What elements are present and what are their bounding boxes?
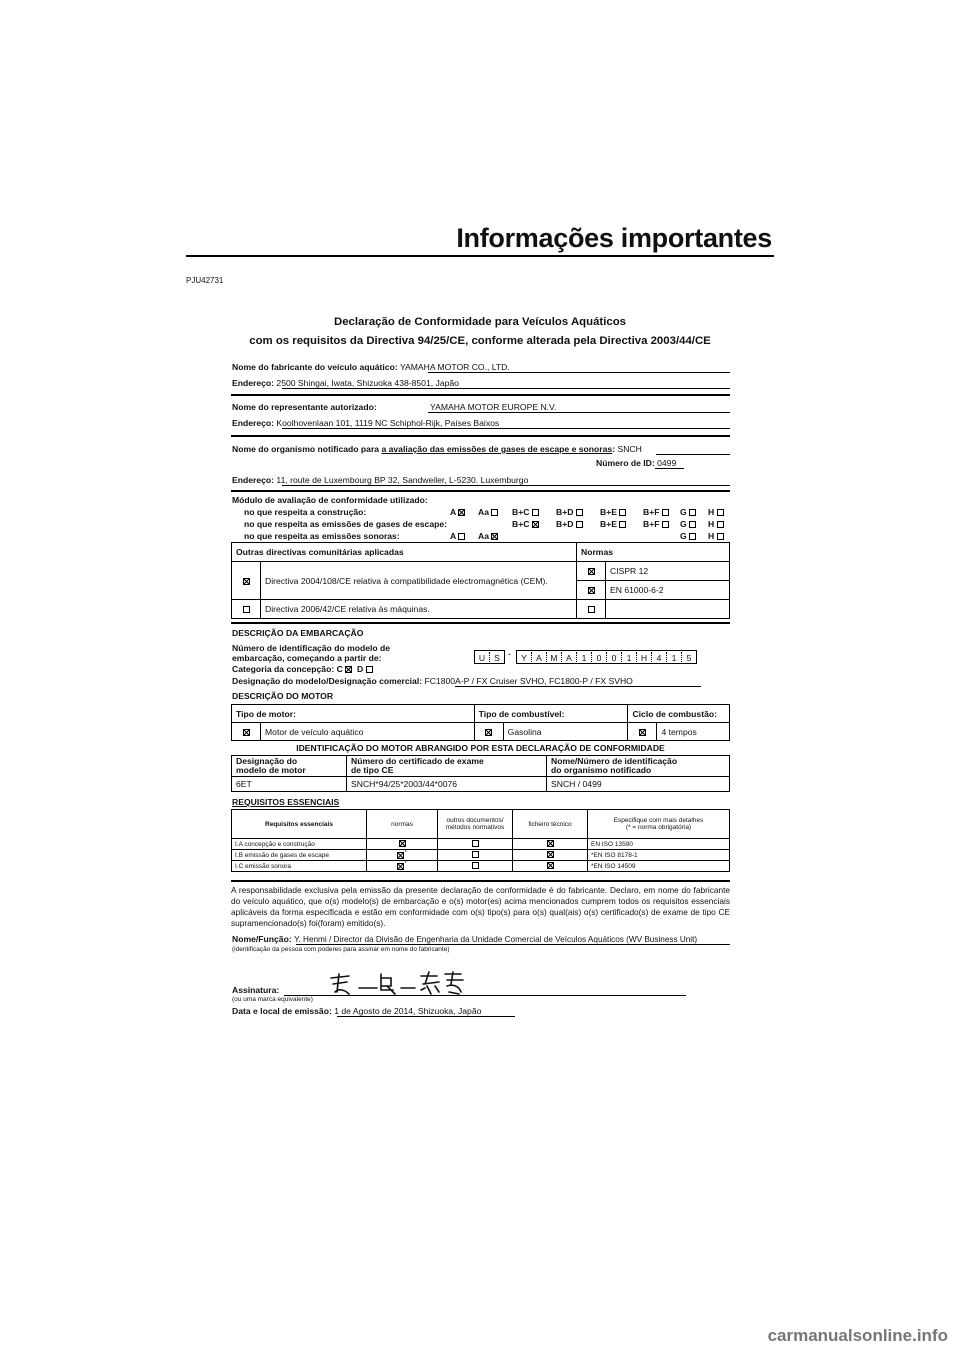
- module-option: [556, 507, 583, 517]
- engine-certificate: SNCH*94/25*2003/44*0076: [347, 777, 547, 792]
- notified-address: 11, route de Luxembourg BP 32, Sandweiler, L-5230. Luxemburgo: [276, 475, 529, 485]
- section-divider: [231, 490, 730, 492]
- engine-cycle-checkbox: [628, 723, 657, 741]
- directives-header: [232, 543, 730, 562]
- boat-section-title: DESCRIÇÃO DA EMBARCAÇÃO: [232, 628, 364, 638]
- engine-notified-body: SNCH / 0499: [547, 777, 730, 792]
- representative-address-underline: [282, 428, 730, 429]
- engine-cycle-header: Ciclo de combustão:: [628, 705, 730, 723]
- engine-id-table: [231, 755, 730, 792]
- signer-label: Nome/Função:: [232, 934, 292, 944]
- model-designation-underline: [455, 686, 701, 687]
- checkbox-empty-icon: [689, 509, 696, 516]
- signer-row: [232, 934, 697, 944]
- module-option: [478, 507, 498, 517]
- boat-id-char: 0: [606, 652, 621, 664]
- directive-emc-checkbox: [232, 562, 261, 600]
- module-option: [680, 507, 696, 517]
- address-label: Endereço:: [232, 418, 275, 428]
- module-option-label: H: [708, 519, 717, 529]
- engine-type-header: Tipo de motor:: [232, 705, 475, 723]
- requirements-table: [231, 809, 730, 872]
- declaration-title-line2: com os requisitos da Directiva 94/25/CE, conforme alterada pela Directiva 2003/44/CE: [249, 335, 711, 347]
- boat-id-char: 0: [591, 652, 606, 664]
- section-divider: [231, 880, 730, 882]
- checkbox-empty-icon: [619, 521, 626, 528]
- norm-en61000: EN 61000-6-2: [606, 581, 730, 600]
- boat-id-char: 1: [666, 652, 681, 664]
- requirement-other-checkbox: [438, 850, 513, 861]
- requirement-row: [232, 839, 730, 850]
- engine-id-h1-line2: modelo de motor: [236, 765, 306, 775]
- boat-id-char: S: [489, 652, 504, 664]
- design-category-label: Categoria da concepção:: [232, 664, 335, 674]
- design-category-d: D: [356, 664, 364, 674]
- requirements-section-title: REQUISITOS ESSENCIAIS: [232, 797, 340, 807]
- engine-values: [232, 723, 730, 741]
- module-option: [512, 507, 539, 517]
- checkbox-checked-icon: [588, 568, 595, 575]
- notified-body-label-underlined: a avaliação das emissões de gases de escape e sonoras: [381, 444, 613, 454]
- module-row-exhaust-label: no que respeita as emissões de gases de escape:: [244, 519, 448, 529]
- req-h-norms: normas: [367, 810, 438, 839]
- engine-id-h3-line2: do organismo notificado: [551, 765, 652, 775]
- requirement-name: I.A concepção e construção: [232, 839, 367, 850]
- module-option-label: A: [450, 507, 459, 517]
- boat-id-char: 1: [576, 652, 591, 664]
- requirement-name: I.C emissão sonora: [232, 861, 367, 872]
- module-option-label: A: [450, 531, 459, 541]
- req-h-tech: ficheiro técnico: [513, 810, 588, 839]
- checkbox-empty-icon: [472, 862, 479, 869]
- checkbox-checked-icon: [639, 729, 646, 736]
- engine-type-checkbox: [232, 723, 261, 741]
- boat-id-char: U: [478, 653, 486, 663]
- requirement-spec: EN ISO 13590: [588, 839, 730, 850]
- watermark: carmanualsonline.info: [767, 1326, 948, 1345]
- boat-id-char: H: [636, 652, 651, 664]
- checkbox-empty-icon: [366, 666, 373, 673]
- module-option-label: Aa: [478, 507, 492, 517]
- module-option-label: B+E: [600, 507, 620, 517]
- requirement-tech-checkbox: [513, 861, 588, 872]
- signature-label: Assinatura:: [232, 985, 280, 995]
- checkbox-checked-icon: [547, 851, 554, 858]
- document-code: PJU42731: [186, 276, 224, 285]
- manufacturer-value: YAMAHA MOTOR CO., LTD.: [399, 362, 510, 372]
- engine-id-h1-line1: Designação do: [236, 756, 298, 766]
- signature-row: [232, 985, 279, 995]
- directives-table: [231, 542, 730, 619]
- module-option: [680, 519, 696, 529]
- module-option-label: B+C: [512, 507, 532, 517]
- checkbox-checked-icon: [547, 862, 554, 869]
- checkbox-empty-icon: [576, 509, 583, 516]
- checkbox-checked-icon: [243, 729, 250, 736]
- engine-fuel-checkbox: [474, 723, 503, 741]
- module-option: [708, 531, 724, 541]
- signature-underline: [284, 995, 686, 996]
- boat-id-label: [232, 643, 390, 663]
- checkbox-empty-icon: [619, 509, 626, 516]
- boat-id-char: A: [531, 652, 546, 664]
- checkbox-empty-icon: [576, 521, 583, 528]
- representative-address: Koolhovenlaan 101, 1119 NC Schiphol-Rijk, Países Baixos: [276, 418, 500, 428]
- checkbox-checked-icon: [491, 533, 498, 540]
- module-option: [600, 507, 626, 517]
- requirement-norm-checkbox: [367, 850, 438, 861]
- req-h-spec: [588, 810, 730, 839]
- mandatory-mark: *: [404, 861, 407, 868]
- module-option: [450, 531, 465, 541]
- module-option-label: B+F: [643, 519, 662, 529]
- requirement-row: [232, 861, 730, 872]
- requirement-tech-checkbox: [513, 839, 588, 850]
- boat-id-char: 4: [651, 652, 666, 664]
- checkbox-empty-icon: [243, 606, 250, 613]
- notified-id-label: Número de ID:: [596, 458, 655, 468]
- requirements-body: [232, 839, 730, 872]
- module-option-label: Aa: [478, 531, 492, 541]
- checkbox-empty-icon: [662, 521, 669, 528]
- engine-id-h1: [232, 756, 347, 777]
- module-row-construction-label: no que respeita a construção:: [244, 507, 367, 517]
- model-designation-value: FC1800A-P / FX Cruiser SVHO, FC1800-P / FX SVHO: [424, 676, 633, 686]
- issue-date-underline: [337, 1016, 515, 1017]
- boat-id-dash: -: [508, 649, 511, 659]
- module-option: [643, 519, 669, 529]
- representative-address-row: [232, 418, 499, 428]
- module-option: [478, 531, 498, 541]
- manufacturer-address-underline: [282, 388, 730, 389]
- signer-note: (identificação da pessoa com poderes para assinar em nome do fabricante): [232, 946, 450, 953]
- directives-header-right: Normas: [577, 543, 730, 562]
- notified-id-underline: [655, 468, 684, 469]
- module-option-label: B+D: [556, 507, 576, 517]
- engine-id-h3-line1: Nome/Número de identificação: [551, 756, 678, 766]
- manufacturer-label: Nome do fabricante do veículo aquático:: [232, 362, 398, 372]
- notified-body-value: SNCH: [617, 444, 642, 454]
- module-option: [680, 531, 696, 541]
- requirement-other-checkbox: [438, 861, 513, 872]
- checkbox-empty-icon: [717, 509, 724, 516]
- manufacturer-address: 2500 Shingai, Iwata, Shizuoka 438-8501, Japão: [276, 378, 459, 388]
- title-rule: [186, 255, 774, 257]
- norm-en61000-checkbox: [577, 581, 606, 600]
- engine-cycle-value: 4 tempos: [657, 723, 730, 741]
- engine-id-h2-line2: de tipo CE: [351, 765, 394, 775]
- requirement-norm-checkbox: [367, 839, 438, 850]
- module-option: [512, 519, 539, 529]
- model-designation-row: [232, 676, 633, 686]
- engine-id-values: [232, 777, 730, 792]
- module-option: [450, 507, 465, 517]
- checkbox-empty-icon: [689, 521, 696, 528]
- checkbox-empty-icon: [472, 851, 479, 858]
- module-option-label: G: [680, 507, 690, 517]
- module-option-label: B+C: [512, 519, 532, 529]
- engine-id-header: [232, 756, 730, 777]
- model-designation-label: Designação do modelo/Designação comercial:: [232, 676, 423, 686]
- module-title: Módulo de avaliação de conformidade utilizado:: [232, 495, 428, 505]
- representative-underline: [428, 412, 730, 413]
- issue-date-label: Data e local de emissão:: [232, 1006, 332, 1016]
- engine-id-title: IDENTIFICAÇÃO DO MOTOR ABRANGIDO POR ESTA DECLARAÇÃO DE CONFORMIDADE: [296, 743, 665, 753]
- module-option: [556, 519, 583, 529]
- norm-cispr: CISPR 12: [606, 562, 730, 581]
- module-option-label: B+E: [600, 519, 620, 529]
- boat-id-char: Y: [521, 653, 527, 663]
- directive-emc-text: Directiva 2004/108/CE relativa à compatibilidade electromagnética (CEM).: [261, 562, 577, 600]
- notified-address-underline: [282, 485, 730, 486]
- boat-id-chars: [516, 650, 697, 664]
- engine-id-h2-line1: Número do certificado de exame: [351, 756, 484, 766]
- module-option: [708, 507, 724, 517]
- design-category-c: C: [336, 664, 343, 674]
- norm-machinery-checkbox: [577, 600, 606, 619]
- boat-id-prefix: [474, 650, 505, 664]
- page-title: Informações importantes: [456, 223, 772, 253]
- checkbox-checked-icon: [397, 850, 407, 859]
- signature-note: (ou uma marca equivalente): [232, 996, 313, 1003]
- module-option-label: H: [708, 531, 717, 541]
- notified-id-value: 0499: [657, 458, 677, 468]
- engine-section-title: DESCRIÇÃO DO MOTOR: [232, 691, 334, 701]
- section-divider: [231, 394, 730, 396]
- responsibility-statement: A responsabilidade exclusiva pela emissão da presente declaração de conformidade é do fabricante. Declaro, em nome do fabricante do veículo aquático, que o(s) modelo(s) de embarcação e o(s) motor(es) acima mencionados cumprem todos os requisitos essenciais aplicáveis da forma especificada e estão em conformidade com o(s) tipo(s) para o(s) qual(ais) o(s) certificado(s) de exame de tipo CE supramencionado(s) foi(foram) emitido(s).: [231, 885, 730, 928]
- req-h-name: Requisitos essenciais: [232, 810, 367, 839]
- checkbox-checked-icon: [243, 578, 250, 585]
- checkbox-checked-icon: [397, 861, 407, 870]
- checkbox-checked-icon: [345, 666, 352, 673]
- directives-header-left: Outras directivas comunitárias aplicadas: [232, 543, 577, 562]
- norm-cispr-checkbox: [577, 562, 606, 581]
- issue-date-value: 1 de Agosto de 2014, Shizuoka, Japão: [334, 1006, 482, 1016]
- req-h-other: [438, 810, 513, 839]
- requirement-name: I.B emissão de gases de escape: [232, 850, 367, 861]
- manufacturer-address-row: [232, 378, 459, 388]
- boat-id-label-line2: embarcação, começando a partir de:: [232, 653, 382, 663]
- requirements-header: [232, 810, 730, 839]
- notified-address-row: [232, 475, 528, 485]
- engine-id-h3: [547, 756, 730, 777]
- boat-id-char: 5: [681, 652, 696, 664]
- signer-underline: [296, 944, 730, 945]
- module-option: [643, 507, 669, 517]
- module-option-label: H: [708, 507, 717, 517]
- directive-row-machinery: [232, 600, 730, 619]
- checkbox-empty-icon: [491, 509, 498, 516]
- notified-body-underline: [656, 454, 730, 455]
- req-h-other-line1: outros documentos/: [446, 817, 504, 824]
- checkbox-empty-icon: [689, 533, 696, 540]
- notified-body-row: [232, 444, 642, 454]
- boat-id-char: A: [561, 652, 576, 664]
- module-option-label: G: [680, 531, 690, 541]
- norm-machinery-empty: [606, 600, 730, 619]
- declaration-title-line1: Declaração de Conformidade para Veículos Aquáticos: [333, 316, 627, 328]
- module-row-noise-label: no que respeita as emissões sonoras:: [244, 531, 400, 541]
- address-label: Endereço:: [232, 475, 275, 485]
- module-option-label: B+F: [643, 507, 662, 517]
- req-h-other-line2: métodos normativos: [445, 824, 505, 831]
- checkbox-checked-icon: [399, 840, 406, 847]
- notified-body-label-prefix: Nome do organismo notificado para: [232, 444, 382, 454]
- module-option-label: B+D: [556, 519, 576, 529]
- signer-value: Y. Henmi / Director da Divisão de Engenharia da Unidade Comercial de Veículos Aquáticos (WV Business Unit): [294, 935, 698, 944]
- representative-value: YAMAHA MOTOR EUROPE N.V.: [430, 402, 557, 412]
- requirement-spec: *EN ISO 8178-1: [588, 850, 730, 861]
- boat-id-label-line1: Número de identificação do modelo de: [232, 643, 391, 653]
- representative-row: [232, 402, 377, 412]
- engine-model: 6ET: [232, 777, 347, 792]
- checkbox-checked-icon: [532, 521, 539, 528]
- representative-label: Nome do representante autorizado:: [232, 402, 377, 412]
- design-category-row: [232, 664, 373, 674]
- checkbox-empty-icon: [717, 521, 724, 528]
- requirement-row: [232, 850, 730, 861]
- address-label: Endereço:: [232, 378, 275, 388]
- directive-row-emc: [232, 562, 730, 581]
- checkbox-empty-icon: [588, 606, 595, 613]
- module-option-label: G: [680, 519, 690, 529]
- issue-date-row: [232, 1006, 481, 1016]
- requirement-norm-checkbox: [367, 861, 438, 872]
- checkbox-empty-icon: [532, 509, 539, 516]
- notified-body-label-suffix: :: [612, 444, 616, 454]
- module-option: [708, 519, 724, 529]
- manufacturer-row: [232, 362, 510, 372]
- engine-type-value: Motor de veículo aquático: [261, 723, 475, 741]
- engine-id-h2: [347, 756, 547, 777]
- requirement-tech-checkbox: [513, 850, 588, 861]
- boat-id-char: M: [546, 652, 561, 664]
- requirement-spec: *EN ISO 14509: [588, 861, 730, 872]
- notified-id-row: [596, 458, 676, 468]
- checkbox-checked-icon: [485, 729, 492, 736]
- checkbox-empty-icon: [717, 533, 724, 540]
- section-divider: [231, 435, 730, 437]
- requirement-other-checkbox: [438, 839, 513, 850]
- checkbox-checked-icon: [588, 587, 595, 594]
- engine-fuel-value: Gasolina: [503, 723, 628, 741]
- module-option: [600, 519, 626, 529]
- directive-machinery-text: Directiva 2006/42/CE relativa às máquinas.: [261, 600, 577, 619]
- checkbox-checked-icon: [458, 509, 465, 516]
- engine-fuel-header: Tipo de combustível:: [474, 705, 628, 723]
- checkbox-empty-icon: [458, 533, 465, 540]
- checkbox-checked-icon: [547, 840, 554, 847]
- manufacturer-underline: [428, 372, 730, 373]
- engine-table: [231, 704, 730, 741]
- checkbox-empty-icon: [472, 840, 479, 847]
- section-divider: [231, 622, 730, 624]
- req-h-spec-line2: (* = norma obrigatória): [625, 824, 692, 831]
- boat-id-char: 1: [621, 652, 636, 664]
- req-h-spec-line1: Especifique com mais detalhes: [613, 817, 704, 824]
- checkbox-empty-icon: [662, 509, 669, 516]
- mandatory-mark: *: [404, 850, 407, 857]
- engine-header: [232, 705, 730, 723]
- signature-image: [329, 970, 479, 998]
- directive-machinery-checkbox: [232, 600, 261, 619]
